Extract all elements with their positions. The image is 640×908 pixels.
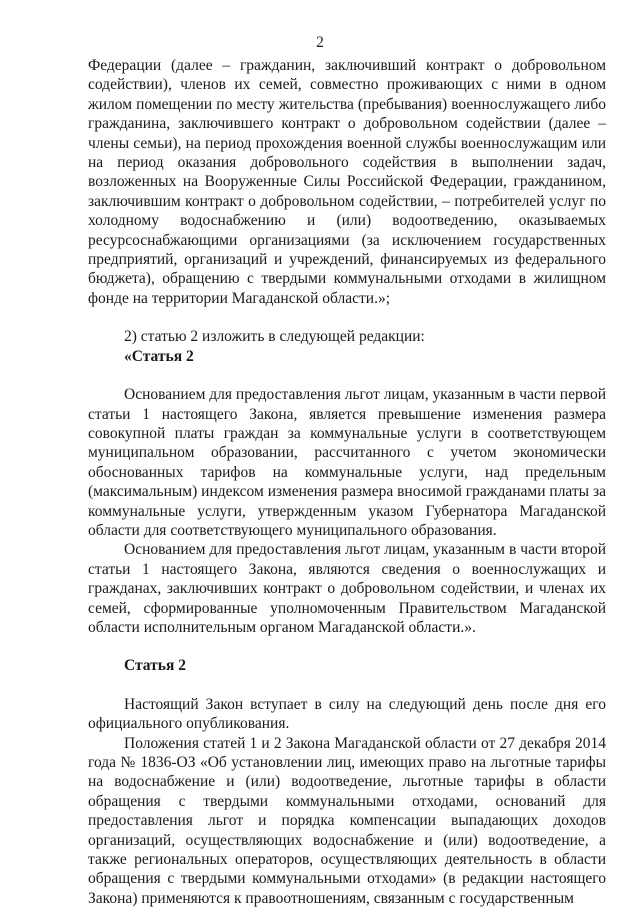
paragraph-basis-part-two: Основанием для предоставления льгот лицам, указанным в части второй статьи 1 настоящего Закона, являются сведения о военнослужащих и гражданах, заключивших контракт о добровольном содействии, и членах их семей, сформированные уполномоченным Правительством Магаданской области исполнительным органом Магаданской области.». bbox=[88, 541, 606, 636]
spacer bbox=[88, 637, 606, 656]
page-number: 2 bbox=[316, 34, 324, 51]
document-body bbox=[88, 56, 606, 908]
spacer bbox=[88, 366, 606, 385]
paragraph-entry-into-force: Настоящий Закон вступает в силу на следующий день после дня его официального опубликования. bbox=[88, 695, 606, 733]
article-heading: Статья 2 bbox=[124, 657, 186, 675]
paragraph-provisions-apply: Положения статей 1 и 2 Закона Магаданской области от 27 декабря 2014 года № 1836-ОЗ «Об установлении лиц, имеющих право на льготные тарифы на водоснабжение и (или) водоотведение, льготные тарифы в области обращения с твердыми коммунальными отходами, оснований для предоставления льгот и порядка компенсации выпадающих доходов организаций, осуществляющих водоснабжение и (или) водоотведение, а также региональных операторов, осуществляющих деятельность в области обращения с твердыми коммунальными отходами» (в редакции настоящего Закона) применяются к правоотношениям, связанным с государственным bbox=[88, 734, 606, 907]
spacer bbox=[88, 676, 606, 695]
article-heading-quoted: «Статья 2 bbox=[124, 347, 194, 365]
spacer bbox=[88, 308, 606, 327]
paragraph-amendment-2: 2) статью 2 изложить в следующей редакции: bbox=[124, 328, 425, 346]
paragraph-continuation: Федерации (далее – гражданин, заключивший контракт о добровольном содействии), членов их семей, совместно проживающих с ними в одном жилом помещении по месту жительства (пребывания) военнослужащего либо гражданина, заключившего контракт о добровольном содействии (далее – члены семьи), на период прохождения военной службы военнослужащим или на период оказания добровольного содействия в выполнении задач, возложенных на Вооруженные Силы Российской Федерации, гражданином, заключившим контракт о добровольном содействии, – потребителей услуг по холодному водоснабжению и (или) водоотведению, оказываемых ресурсоснабжающими организациями (за исключением государственных предприятий, организаций и учреждений, финансируемых из федерального бюджета), обращению с твердыми коммунальными отходами в жилищном фонде на территории Магаданской области.»; bbox=[88, 57, 606, 307]
paragraph-basis-part-one: Основанием для предоставления льгот лицам, указанным в части первой статьи 1 настоящего Закона, является превышение изменения размера совокупной платы граждан за коммунальные услуги в соответствующем муниципальном образовании, рассчитанного с учетом экономически обоснованных тарифов на коммунальные услуги, над предельным (максимальным) индексом изменения размера вносимой гражданами платы за коммунальные услуги, утвержденным указом Губернатора Магаданской области для соответствующего муниципального образования. bbox=[88, 386, 606, 539]
